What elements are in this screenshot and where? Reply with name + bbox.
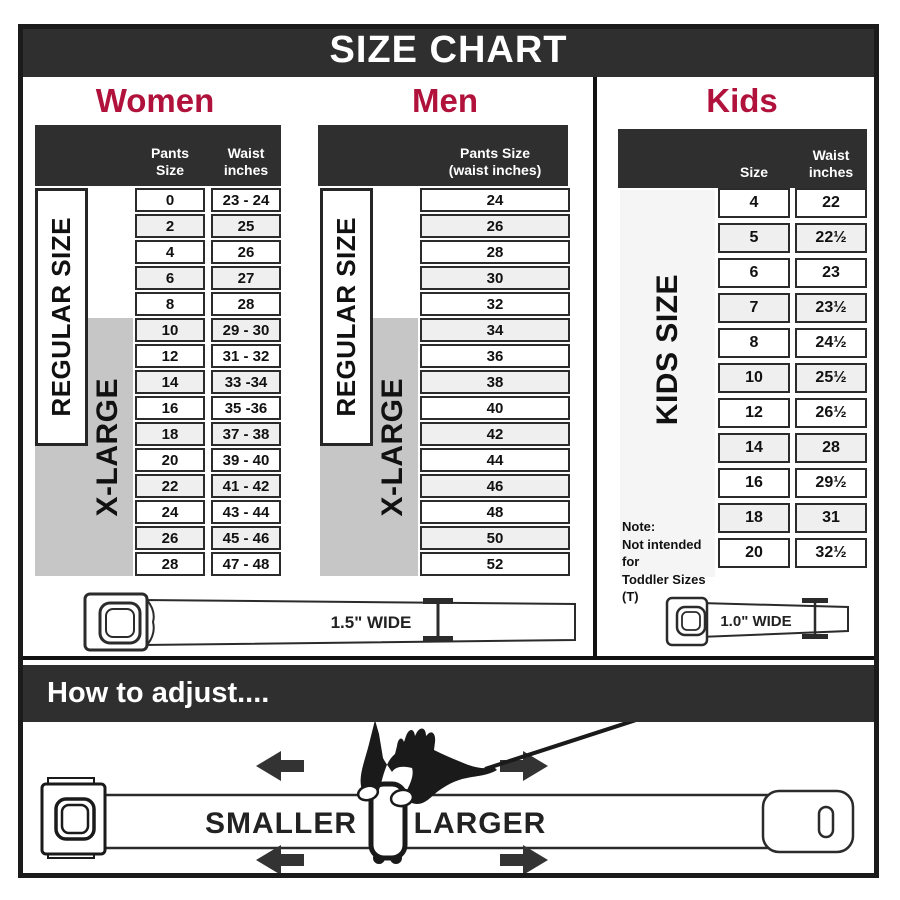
size-cell: 14 (718, 433, 790, 463)
table-row (420, 266, 570, 290)
table-row (718, 503, 867, 533)
how-to-adjust-bar (23, 665, 874, 722)
pants-size-cell: 6 (135, 266, 205, 290)
waist-size-cell: 50 (420, 526, 570, 550)
kids-note: Note: Not intended for Toddler Sizes (T) (622, 518, 717, 606)
waist-cell: 31 (795, 503, 867, 533)
waist-cell: 25 (211, 214, 281, 238)
waist-size-cell: 32 (420, 292, 570, 316)
how-to-adjust-title: How to adjust.... (47, 677, 270, 709)
waist-size-cell: 34 (420, 318, 570, 342)
waist-cell: 45 - 46 (211, 526, 281, 550)
waist-cell: 35 -36 (211, 396, 281, 420)
table-row (718, 363, 867, 393)
men-col-pants-size: Pants Size (waist inches) (448, 145, 542, 179)
size-cell: 10 (718, 363, 790, 393)
table-row (135, 396, 281, 420)
women-col-pants-size: Pants Size (150, 145, 190, 179)
table-row (420, 292, 570, 316)
waist-size-cell: 36 (420, 344, 570, 368)
larger-label: LARGER (413, 807, 547, 840)
waist-cell: 29½ (795, 468, 867, 498)
page-title: SIZE CHART (329, 29, 568, 71)
table-row (135, 474, 281, 498)
pants-size-cell: 22 (135, 474, 205, 498)
table-row (135, 344, 281, 368)
waist-cell: 24½ (795, 328, 867, 358)
table-row (135, 370, 281, 394)
waist-cell: 23½ (795, 293, 867, 323)
table-row (135, 240, 281, 264)
waist-size-cell: 30 (420, 266, 570, 290)
men-xlarge-label: X-LARGE (376, 377, 409, 517)
table-row (420, 422, 570, 446)
pants-size-cell: 20 (135, 448, 205, 472)
section-divider (23, 656, 874, 660)
waist-size-cell: 48 (420, 500, 570, 524)
title-bar (23, 24, 874, 77)
pants-size-cell: 16 (135, 396, 205, 420)
table-row (135, 500, 281, 524)
men-table-header (318, 125, 568, 186)
table-row (420, 214, 570, 238)
table-row (420, 240, 570, 264)
waist-cell: 27 (211, 266, 281, 290)
pants-size-cell: 24 (135, 500, 205, 524)
waist-size-cell: 28 (420, 240, 570, 264)
adult-belt-illustration (55, 586, 590, 658)
size-cell: 5 (718, 223, 790, 253)
table-row (135, 552, 281, 576)
waist-size-cell: 38 (420, 370, 570, 394)
table-row (135, 188, 281, 212)
waist-cell: 29 - 30 (211, 318, 281, 342)
size-cell: 8 (718, 328, 790, 358)
waist-cell: 28 (795, 433, 867, 463)
kids-size-label: KIDS SIZE (650, 274, 684, 426)
table-row (718, 188, 867, 218)
pants-size-cell: 28 (135, 552, 205, 576)
table-row (135, 214, 281, 238)
size-cell: 20 (718, 538, 790, 568)
belt-tip (763, 791, 853, 852)
waist-cell: 22½ (795, 223, 867, 253)
table-row (135, 266, 281, 290)
men-size-table (420, 188, 570, 576)
table-row (420, 474, 570, 498)
waist-cell: 31 - 32 (211, 344, 281, 368)
table-row (718, 258, 867, 288)
women-regular-size-label: REGULAR SIZE (35, 188, 88, 446)
waist-size-cell: 46 (420, 474, 570, 498)
waist-size-cell: 44 (420, 448, 570, 472)
kids-heading: Kids (706, 82, 778, 119)
table-row (135, 292, 281, 316)
vertical-divider (593, 77, 597, 656)
pants-size-cell: 10 (135, 318, 205, 342)
table-row (135, 422, 281, 446)
table-row (135, 526, 281, 550)
waist-size-cell: 52 (420, 552, 570, 576)
kids-belt-illustration (650, 586, 865, 652)
seatbelt-buckle-icon (85, 594, 154, 650)
women-table-header (35, 125, 281, 186)
waist-cell: 28 (211, 292, 281, 316)
kids-table-header (618, 129, 867, 188)
waist-cell: 32½ (795, 538, 867, 568)
table-row (135, 318, 281, 342)
size-cell: 16 (718, 468, 790, 498)
pants-size-cell: 0 (135, 188, 205, 212)
table-row (420, 188, 570, 212)
size-cell: 6 (718, 258, 790, 288)
smaller-label: SMALLER (205, 807, 357, 840)
seatbelt-buckle-icon (667, 598, 707, 645)
table-row (718, 538, 867, 568)
waist-size-cell: 40 (420, 396, 570, 420)
size-cell: 4 (718, 188, 790, 218)
women-col-waist: Waist inches (223, 145, 269, 179)
women-xlarge-label: X-LARGE (91, 377, 124, 517)
table-row (718, 223, 867, 253)
size-cell: 18 (718, 503, 790, 533)
table-row (718, 468, 867, 498)
waist-cell: 23 - 24 (211, 188, 281, 212)
waist-cell: 33 -34 (211, 370, 281, 394)
waist-cell: 37 - 38 (211, 422, 281, 446)
table-row (718, 293, 867, 323)
pants-size-cell: 8 (135, 292, 205, 316)
pants-size-cell: 18 (135, 422, 205, 446)
table-row (420, 318, 570, 342)
table-row (718, 398, 867, 428)
men-heading: Men (412, 82, 478, 119)
women-size-table (135, 188, 281, 576)
kids-size-table (718, 188, 867, 568)
waist-cell: 22 (795, 188, 867, 218)
waist-size-cell: 42 (420, 422, 570, 446)
table-row (420, 500, 570, 524)
adult-belt-width-label: 1.5" WIDE (330, 613, 412, 632)
table-row (135, 448, 281, 472)
waist-cell: 39 - 40 (211, 448, 281, 472)
kids-col-waist: Waist inches (808, 147, 854, 181)
kids-note-title: Note: (622, 519, 656, 534)
waist-size-cell: 24 (420, 188, 570, 212)
pants-size-cell: 4 (135, 240, 205, 264)
women-heading: Women (95, 82, 215, 119)
table-row (420, 448, 570, 472)
table-row (420, 552, 570, 576)
waist-size-cell: 26 (420, 214, 570, 238)
pants-size-cell: 12 (135, 344, 205, 368)
kids-col-size: Size (739, 164, 768, 181)
seatbelt-buckle-icon (42, 778, 105, 858)
waist-cell: 43 - 44 (211, 500, 281, 524)
table-row (420, 370, 570, 394)
waist-cell: 25½ (795, 363, 867, 393)
table-row (420, 396, 570, 420)
kids-belt-width-label: 1.0" WIDE (720, 613, 792, 630)
table-row (420, 526, 570, 550)
size-cell: 12 (718, 398, 790, 428)
table-row (718, 328, 867, 358)
arrow-left-top-icon (256, 751, 304, 781)
table-row (420, 344, 570, 368)
waist-cell: 23 (795, 258, 867, 288)
waist-cell: 41 - 42 (211, 474, 281, 498)
size-cell: 7 (718, 293, 790, 323)
pants-size-cell: 2 (135, 214, 205, 238)
waist-cell: 26½ (795, 398, 867, 428)
men-regular-size-label: REGULAR SIZE (320, 188, 373, 446)
pants-size-cell: 26 (135, 526, 205, 550)
adjust-illustration (23, 722, 874, 873)
table-row (718, 433, 867, 463)
waist-cell: 47 - 48 (211, 552, 281, 576)
waist-cell: 26 (211, 240, 281, 264)
pants-size-cell: 14 (135, 370, 205, 394)
